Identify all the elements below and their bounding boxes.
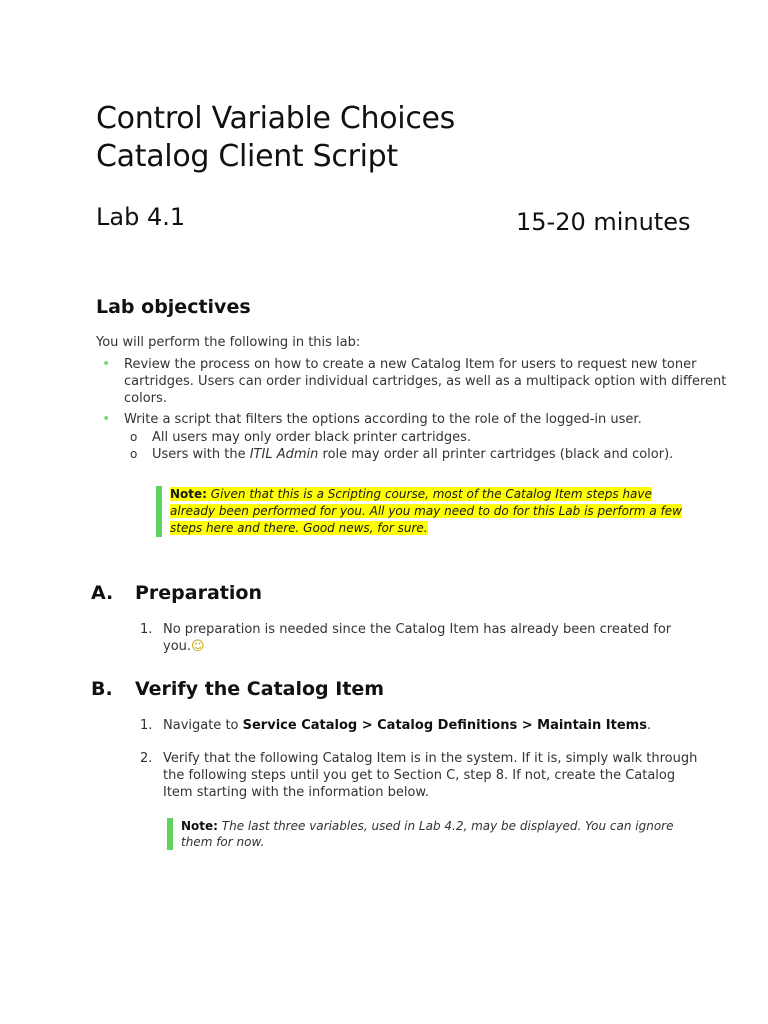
subitem-text-post: role may order all printer cartridges (black and color). — [318, 447, 674, 462]
step-text-content: No preparation is needed since the Catalog Item has already been created for you. — [163, 622, 672, 654]
step-number: 1. — [140, 718, 153, 733]
objectives-list — [96, 356, 736, 463]
objective-item — [96, 356, 736, 407]
title-line-2: Catalog Client Script — [96, 139, 398, 174]
step-text-post: . — [646, 718, 652, 733]
step-number: 2. — [140, 751, 153, 766]
subitem-text-pre: Users with the — [152, 447, 250, 462]
smiley-icon: ☺ — [191, 639, 205, 654]
note-callout-2 — [167, 818, 681, 850]
step-text-pre: Navigate to — [163, 718, 243, 733]
note-text: The last three variables, used in Lab 4.2, may be displayed. You can ignore them for now. — [181, 819, 674, 849]
sub-bullet-icon: o — [130, 430, 138, 444]
subitem-text: All users may only order black printer cartridges. — [152, 430, 471, 445]
note-highlight — [170, 487, 682, 535]
bullet-icon: • — [102, 356, 111, 372]
lab-duration: 15-20 minutes — [516, 208, 691, 236]
objectives-intro: You will perform the following in this lab: — [96, 335, 361, 350]
objective-subitem — [96, 429, 736, 446]
sub-bullet-icon: o — [130, 447, 138, 461]
bullet-icon: • — [102, 411, 111, 427]
step-number: 1. — [140, 622, 153, 637]
step-text — [163, 717, 703, 734]
document-title — [96, 100, 455, 176]
title-line-1: Control Variable Choices — [96, 101, 456, 136]
objective-subitem — [96, 446, 736, 463]
section-b-title: Verify the Catalog Item — [135, 678, 385, 700]
section-a-letter: A. — [91, 582, 114, 604]
objective-text: Review the process on how to create a new Catalog Item for users to request new toner cartridges. Users can order individual cartridges, as well as a multipack option with different colors. — [124, 357, 727, 406]
section-b-letter: B. — [91, 678, 113, 700]
navigation-path: Service Catalog > Catalog Definitions > Maintain Items — [242, 718, 647, 733]
note-label: Note: — [181, 819, 218, 833]
step-text — [163, 621, 703, 655]
objective-text: Write a script that filters the options according to the role of the logged-in user. — [124, 412, 642, 427]
objectives-heading: Lab objectives — [96, 296, 251, 318]
step-text: Verify that the following Catalog Item is in the system. If it is, simply walk through the following steps until you get to Section C, step 8. If not, create the Catalog Item starting with the information below. — [163, 751, 698, 800]
section-a-title: Preparation — [135, 582, 262, 604]
note-label: Note: — [170, 487, 207, 501]
objective-item — [96, 411, 736, 428]
role-name: ITIL Admin — [249, 447, 319, 462]
note-callout — [156, 486, 690, 537]
lab-number: Lab 4.1 — [96, 203, 186, 231]
note-text: Given that this is a Scripting course, most of the Catalog Item steps have already been performed for you. All you may need to do for this Lab is perform a few steps here and there. Good news, for sure. — [170, 487, 682, 535]
